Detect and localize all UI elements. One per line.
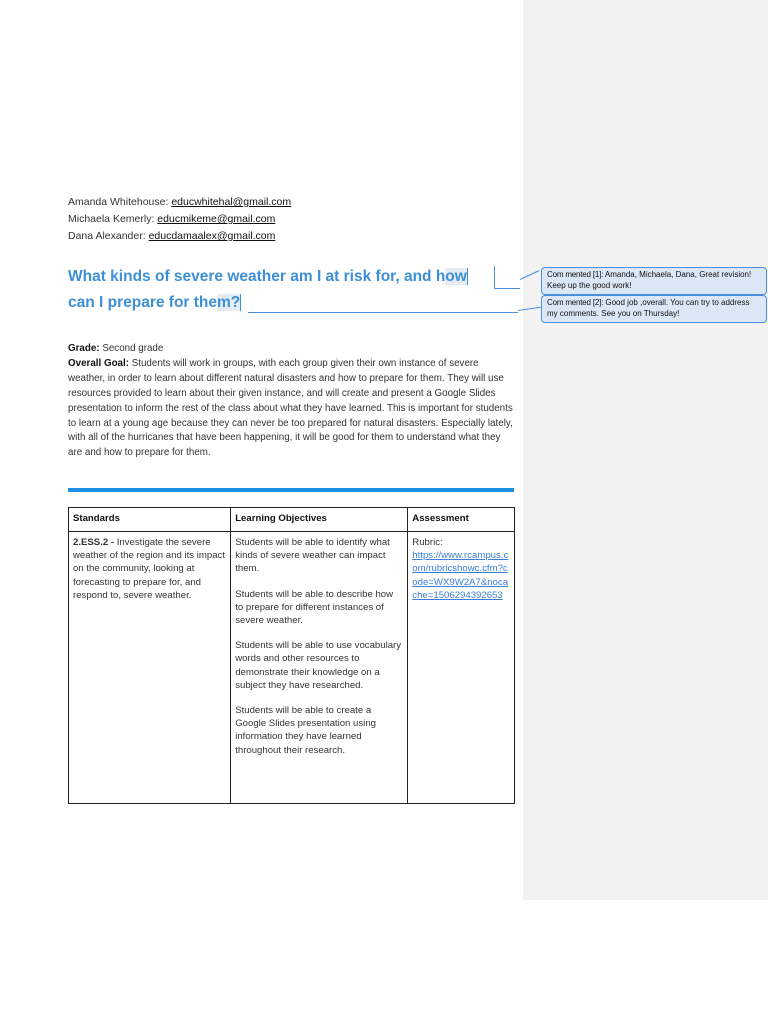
comment-balloon[interactable] [541,295,767,323]
rubric-label: Rubric: [412,537,443,548]
standards-cell: 2.ESS.2 - Investigate the severe weather of the region and its impact on the community, looking at forecasting to prepare for, and respond to, severe weather. [69,532,231,804]
objective-item: Students will be able to identify what kinds of severe weather can impact them. [235,537,390,575]
comment-connector [494,266,495,288]
table-row [69,532,515,804]
author-line: Michaela Kemerly: educmikeme@gmail.com [68,213,276,225]
objective-item: Students will be able to create a Google Slides presentation using information they have learned throughout their research. [235,705,376,756]
email-link[interactable]: educwhitehal@gmail.com [171,196,292,208]
table-header: Assessment [408,508,515,532]
lesson-table [68,507,515,804]
author-line: Amanda Whitehouse: educwhitehal@gmail.com [68,196,292,208]
overall-goal: Overall Goal: Students will work in groups, with each group given their own instance of severe weather, in order to learn about different natural disasters and how to prepare for them. They will use resources provided to learn about their given instance, and will create and present a Google Slides presentation to inform the rest of the class about what they have learned. This is important for students to learn at a young age because they can never be too prepared for natural disasters. Especially lately, with all of the hurricanes that have been happening, it will be good for them to understand what they are and how to prepare for them. [68,357,513,459]
author-list [68,194,291,245]
lesson-summary [68,342,514,461]
comment-highlight-2[interactable]: m? [217,294,241,311]
grade-line: Grade: Second grade [68,343,164,354]
comment-connector [494,288,520,289]
rubric-link[interactable]: https://www.rcampus.com/rubricshowc.cfm?code=WX9W2A7&nocache=1506294392653 [412,550,509,601]
comment-connector [248,312,518,313]
comment-text: Good job ,overall. You can try to address my comments. See you on Thursday! [547,298,750,318]
assessment-cell [408,532,515,804]
section-divider [68,488,514,492]
table-header: Standards [69,508,231,532]
comment-label: Com mented [2]: [547,298,604,307]
email-link[interactable]: educdamaalex@gmail.com [148,230,276,242]
objectives-cell [231,532,408,804]
comments-margin [523,0,768,900]
comment-balloon[interactable] [541,267,767,295]
author-line: Dana Alexander: educdamaalex@gmail.com [68,230,276,242]
objective-item: Students will be able to use vocabulary words and other resources to demonstrate their knowledge on a subject they have researched. [235,640,402,691]
objective-item: Students will be able to describe how to prepare for different instances of severe weather. [235,588,394,627]
table-header-row [69,508,515,532]
comment-text: Amanda, Michaela, Dana, Great revision! Keep up the good work! [547,270,752,290]
comment-label: Com mented [1]: [547,270,604,279]
table-header: Learning Objectives [231,508,408,532]
document-title[interactable]: What kinds of severe weather am I at risk for, and how can I prepare for them? [68,268,467,311]
comment-highlight-1[interactable]: ow [445,268,467,285]
email-link[interactable]: educmikeme@gmail.com [157,213,276,225]
